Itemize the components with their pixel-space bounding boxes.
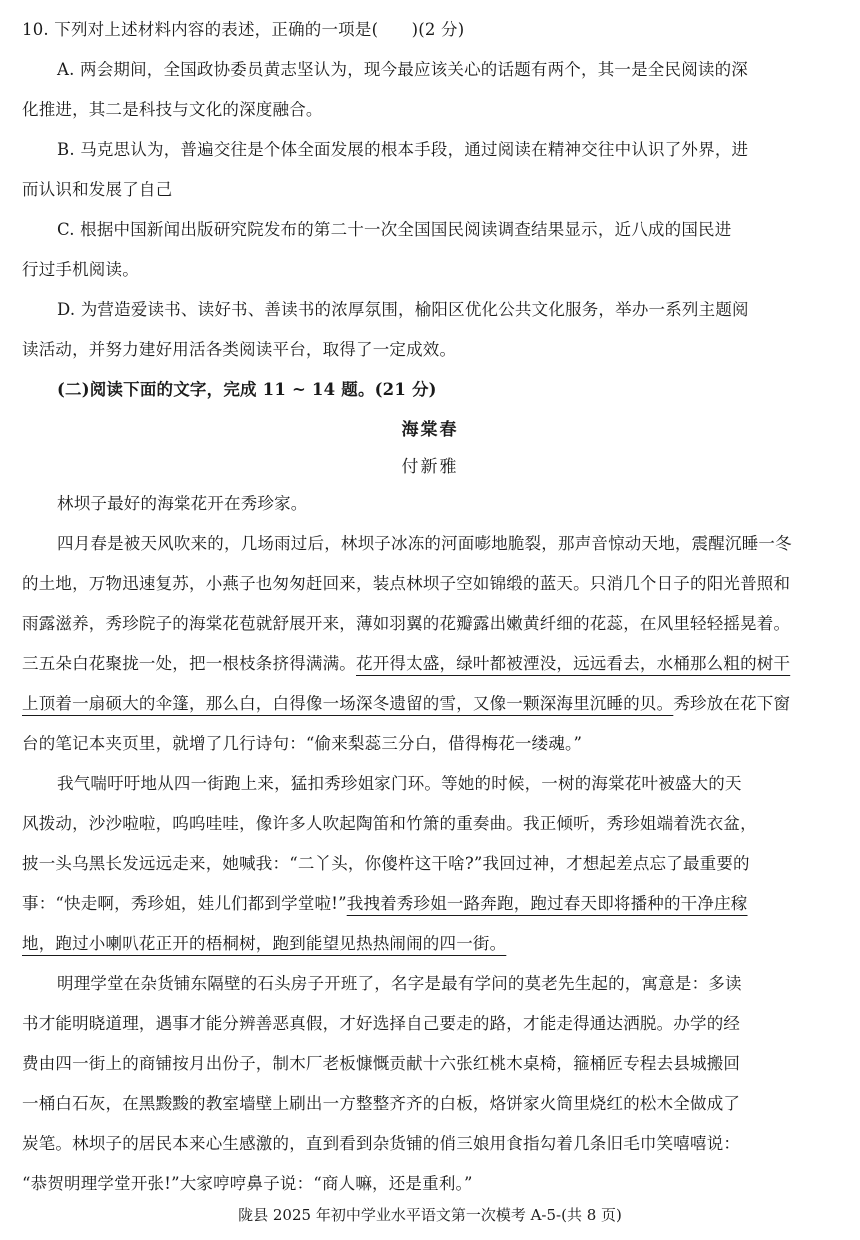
option-c-line-1: C. 根据中国新闻出版研究院发布的第二十一次全国国民阅读调查结果显示，近八成的国民进 [57,220,732,239]
page-footer: 陇县 2025 年初中学业水平语文第一次模考 A-5-(共 8 页) [238,1206,622,1224]
paragraph-2-line-3: 雨露滋养，秀珍院子的海棠花苞就舒展开来，薄如羽翼的花瓣露出嫩黄纤细的花蕊，在风里轻轻摇晃着。 [22,614,791,633]
article-author: 付新雅 [401,457,459,477]
paragraph-3-line-4 [22,884,838,924]
paragraph-3-line-4-plain: 事：“快走啊，秀珍姐，娃儿们都到学堂啦!” [22,894,347,913]
paragraph-3-line-2: 风拨动，沙沙啦啦，呜呜哇哇，像许多人吹起陶笛和竹箫的重奏曲。我正倾听，秀珍姐端着洗衣盆， [22,814,757,833]
underlined-sentence-1-part-2: 上顶着一扇硕大的伞篷，那么白，白得像一场深冬遗留的雪，又像一颗深海里沉睡的贝。 [22,694,674,713]
question-stem: 10. 下列对上述材料内容的表述，正确的一项是( )(2 分) [22,20,465,39]
paragraph-2-line-6: 台的笔记本夹页里，就增了几行诗句：“偷来梨蕊三分白，借得梅花一缕魂。” [22,734,583,753]
paragraph-3-line-1: 我气喘吁吁地从四一街跑上来，猛扣秀珍姐家门环。等她的时候，一树的海棠花叶被盛大的天 [57,774,742,793]
option-d-line-1: D. 为营造爱读书、读好书、善读书的浓厚氛围，榆阳区优化公共文化服务，举办一系列主题阅 [57,300,749,319]
paragraph-2-line-2: 的土地，万物迅速复苏，小燕子也匆匆赶回来，装点林坝子空如锦缎的蓝天。只消几个日子的阳光普照和 [22,574,791,593]
paragraph-4-line-4: 一桶白石灰，在黑黢黢的教室墙壁上刷出一方整整齐齐的白板，烙饼家火筒里烧红的松木全做成了 [22,1094,741,1113]
paragraph-4-line-1: 明理学堂在杂货铺东隔壁的石头房子开班了，名字是最有学问的莫老先生起的，寓意是：多读 [57,974,742,993]
paragraph-4-line-5: 炭笔。林坝子的居民本来心生感激的，直到看到杂货铺的俏三娘用食指勾着几条旧毛巾笑嘻嘻说： [22,1134,741,1153]
paragraph-2-line-1: 四月春是被天风吹来的，几场雨过后，林坝子冰冻的河面嘭地脆裂，那声音惊动天地，震醒沉睡一冬 [57,534,792,553]
underlined-sentence-2-part-1: 我拽着秀珍姐一路奔跑，跑过春天即将播种的干净庄稼 [346,894,748,913]
paragraph-4-line-2: 书才能明晓道理，遇事才能分辨善恶真假，才好选择自己要走的路，才能走得通达洒脱。办学的经 [22,1014,741,1033]
paragraph-1-line-1: 林坝子最好的海棠花开在秀珍家。 [57,494,308,513]
paragraph-2-line-5-plain: 秀珍放在花下窗 [673,694,791,713]
underlined-sentence-1-part-1: 花开得太盛，绿叶都被湮没，远远看去，水桶那么粗的树干 [356,654,791,673]
option-d-line-2: 读活动，并努力建好用活各类阅读平台，取得了一定成效。 [22,340,457,359]
option-b-line-2: 而认识和发展了自己 [22,180,173,199]
option-c-line-2: 行过手机阅读。 [22,260,139,279]
paragraph-2-line-5 [22,684,838,724]
underlined-sentence-2-part-2: 地，跑过小喇叭花正开的梧桐树，跑到能望见热热闹闹的四一街。 [22,934,507,953]
option-b-line-1: B. 马克思认为，普遍交往是个体全面发展的根本手段，通过阅读在精神交往中认识了外界，进 [57,140,749,159]
paragraph-2-line-4-plain: 三五朵白花聚拢一处，把一根枝条挤得满满。 [22,654,356,673]
paragraph-3-line-3: 披一头乌黑长发远远走来，她喊我：“二丫头，你傻杵这干啥?”我回过神，才想起差点忘了最重要的 [22,854,750,873]
paragraph-4-line-3: 费由四一街上的商铺按月出份子，制木厂老板慷慨贡献十六张红桃木桌椅，箍桶匠专程去县城搬回 [22,1054,741,1073]
paragraph-2-line-4 [22,644,838,684]
option-a-line-1: A. 两会期间，全国政协委员黄志坚认为，现今最应该关心的话题有两个，其一是全民阅读的深 [57,60,749,79]
paragraph-4-line-6: “恭贺明理学堂开张!”大家哼哼鼻子说：“商人嘛，还是重利。” [22,1174,473,1193]
option-a-line-2: 化推进，其二是科技与文化的深度融合。 [22,100,323,119]
article-title: 海棠春 [401,420,459,440]
section-heading: (二)阅读下面的文字，完成 11 ~ 14 题。(21 分) [57,380,437,399]
paragraph-3-line-5 [22,924,838,964]
